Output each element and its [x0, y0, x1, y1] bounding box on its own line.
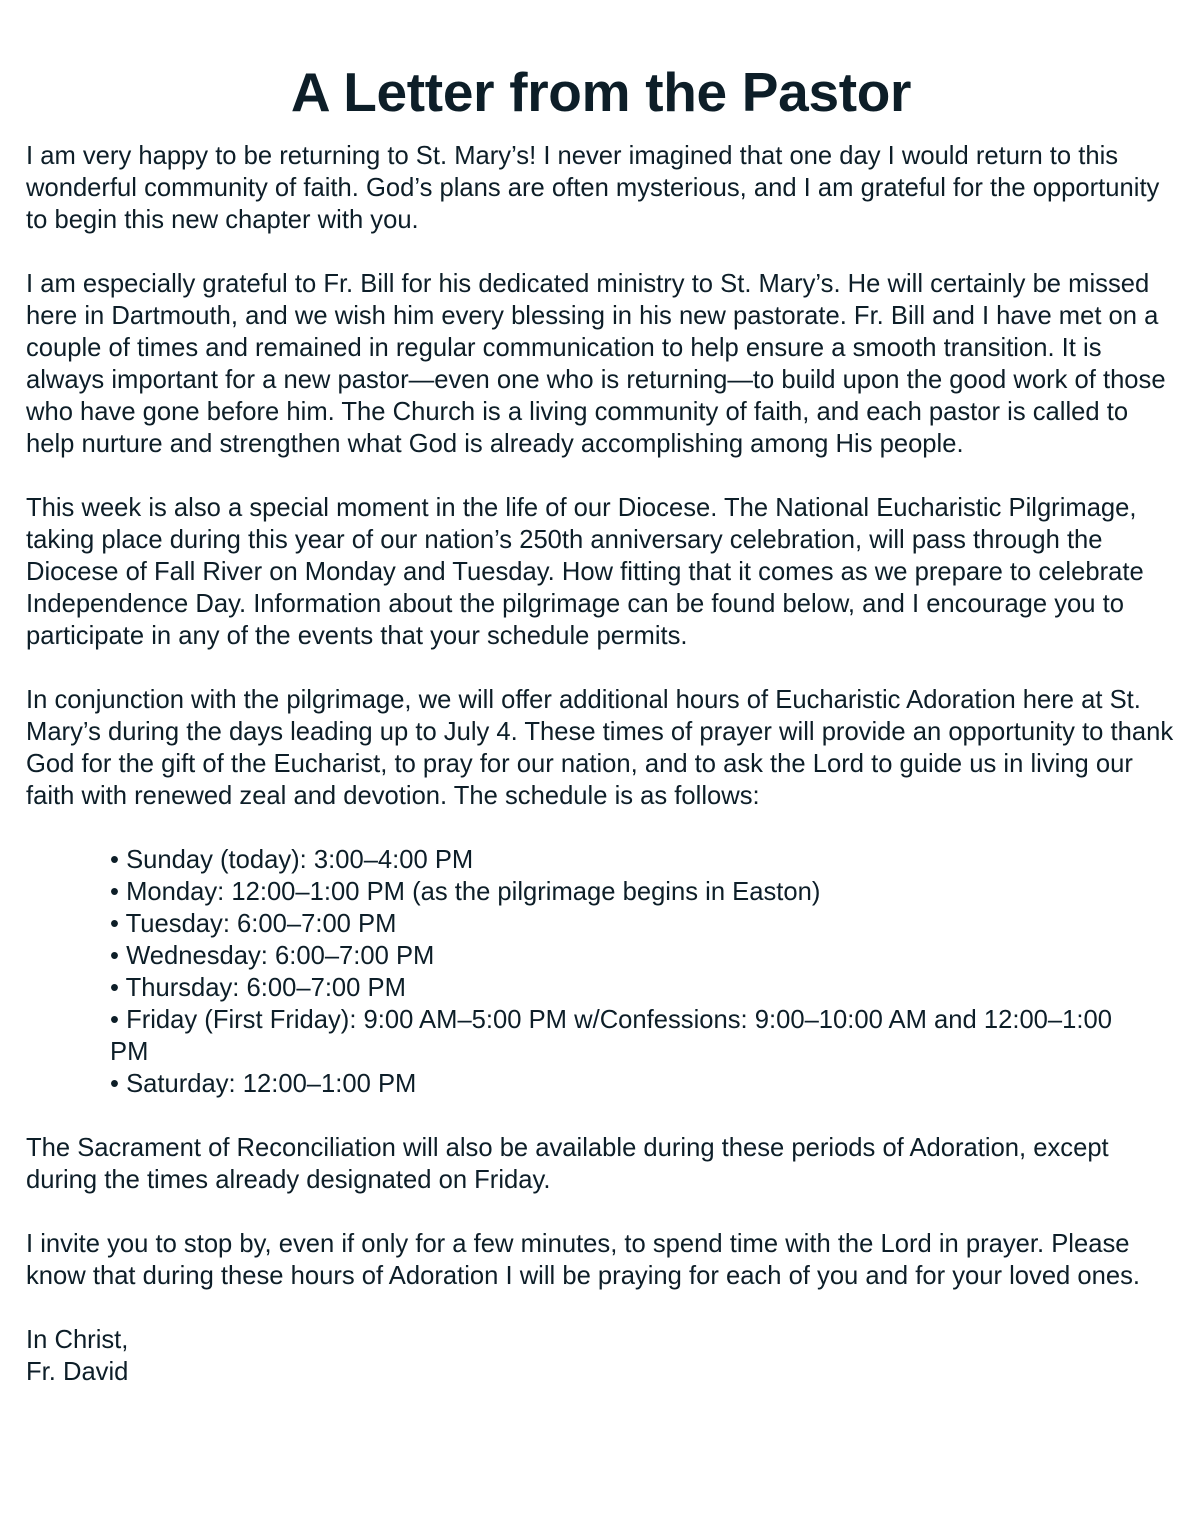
bullet-icon: •: [110, 1070, 119, 1098]
invitation-paragraph: I invite you to stop by, even if only for a few minutes, to spend time with the Lord in prayer. Please know that during these hours of Adoration I will be praying for each of you and for your loved ones.: [26, 1230, 1141, 1290]
bullet-icon: •: [110, 942, 119, 970]
intro-paragraph: I am very happy to be returning to St. Mary’s! I never imagined that one day I would return to this wonderful community of faith. God’s plans are often mysterious, and I am grateful for the opportunity to begin this new chapter with you.: [26, 142, 1160, 234]
bullet-icon: •: [110, 1006, 119, 1034]
reconciliation-paragraph: The Sacrament of Reconciliation will also be available during these periods of Adoration, except during the times already designated on Friday.: [26, 1134, 1109, 1194]
schedule-item-text: Monday: 12:00–1:00 PM (as the pilgrimage begins in Easton): [126, 878, 821, 906]
schedule-item-saturday: [110, 1068, 1146, 1100]
page-title: A Letter from the Pastor: [290, 61, 912, 123]
schedule-item-text: Tuesday: 6:00–7:00 PM: [125, 910, 397, 938]
signature: Fr. David: [26, 1358, 129, 1386]
schedule-item-thursday: [110, 972, 1146, 1004]
closing-salutation: In Christ,: [26, 1326, 129, 1354]
pilgrimage-paragraph: This week is also a special moment in the life of our Diocese. The National Eucharistic Pilgrimage, taking place during this year of our nation’s 250th anniversary celebration, will pass through the Diocese of Fall River on Monday and Tuesday. How fitting that it comes as we prepare to celebrate Independence Day. Information about the pilgrimage can be found below, and I encourage you to participate in any of the events that your schedule permits.: [26, 494, 1144, 650]
adoration-schedule-list: [26, 844, 1176, 1100]
schedule-item-text: Sunday (today): 3:00–4:00 PM: [126, 846, 474, 874]
letter-body: [26, 140, 1176, 1388]
schedule-item-text: Thursday: 6:00–7:00 PM: [125, 974, 406, 1002]
adoration-paragraph: In conjunction with the pilgrimage, we will offer additional hours of Eucharistic Adoration here at St. Mary’s during the days leading up to July 4. These times of prayer will provide an opportunity to thank God for the gift of the Eucharist, to pray for our nation, and to ask the Lord to guide us in living our faith with renewed zeal and devotion. The schedule is as follows:: [26, 686, 1174, 810]
bullet-icon: •: [110, 878, 119, 906]
schedule-item-tuesday: [110, 908, 1146, 940]
gratitude-paragraph: I am especially grateful to Fr. Bill for his dedicated ministry to St. Mary’s. He will certainly be missed here in Dartmouth, and we wish him every blessing in his new pastorate. Fr. Bill and I have met on a couple of times and remained in regular communication to help ensure a smooth transition. It is always important for a new pastor—even one who is returning—to build upon the good work of those who have gone before him. The Church is a living community of faith, and each pastor is called to help nurture and strengthen what God is already accomplishing among His people.: [26, 270, 1166, 458]
schedule-item-text: Saturday: 12:00–1:00 PM: [126, 1070, 417, 1098]
schedule-item-friday: [110, 1004, 1146, 1068]
schedule-item-sunday: [110, 844, 1146, 876]
schedule-item-text: Wednesday: 6:00–7:00 PM: [126, 942, 435, 970]
bullet-icon: •: [110, 846, 119, 874]
schedule-item-monday: [110, 876, 1146, 908]
schedule-item-text: Friday (First Friday): 9:00 AM–5:00 PM w/Confessions: 9:00–10:00 AM and 12:00–1:00 PM: [110, 1006, 1112, 1066]
schedule-item-wednesday: [110, 940, 1146, 972]
bullet-icon: •: [110, 910, 119, 938]
bullet-icon: •: [110, 974, 119, 1002]
